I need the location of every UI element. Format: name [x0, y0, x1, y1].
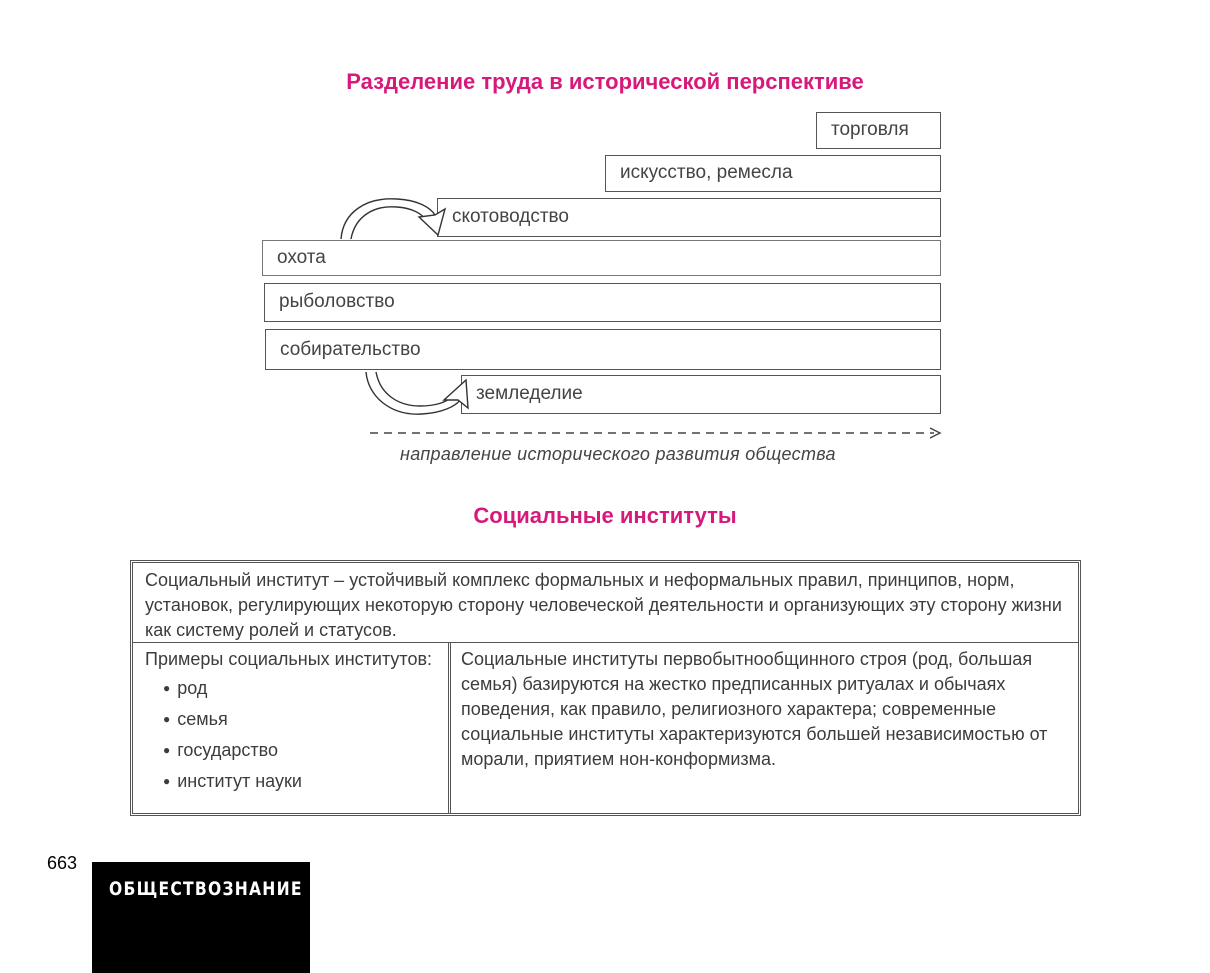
description-text: Социальные институты первобытнообщинного строя (род, большая семья) базируются на жестко предписанных ритуалах и обычаях поведения, как правило, религиозного характера; современные социальные институты характеризуются большей независимостью от морали, приятием нон-конформизма. — [461, 649, 1048, 769]
direction-arrow — [368, 426, 944, 440]
list-item: ● семья — [163, 705, 436, 736]
bar-crafts: искусство, ремесла — [605, 155, 941, 192]
bar-hunting: охота — [262, 240, 941, 276]
definition-text: Социальный институт – устойчивый комплекс формальных и неформальных правил, принципов, норм, установок, регулирующих некоторую сторону человеческой деятельности и организующих эту сторону жизни как систему ролей и статусов. — [145, 570, 1062, 640]
examples-heading: Примеры социальных институтов: — [145, 649, 433, 669]
institutes-table — [130, 560, 1081, 816]
subject-label: ОБЩЕСТВОЗНАНИЕ — [109, 878, 303, 900]
list-item: ● род — [163, 674, 436, 705]
list-item: ● государство — [163, 736, 436, 767]
page-number: 663 — [47, 853, 78, 873]
bar-gathering: собирательство — [265, 329, 941, 370]
subject-banner — [92, 862, 310, 973]
examples-list — [145, 674, 436, 798]
institutes-title: Социальные институты — [473, 503, 737, 528]
curved-arrow-icon — [360, 370, 475, 420]
curved-arrow-icon — [335, 195, 450, 243]
definition-cell — [133, 563, 1078, 643]
description-cell — [451, 643, 1078, 813]
bar-trade: торговля — [816, 112, 941, 149]
list-item: ● институт науки — [163, 767, 436, 798]
examples-cell — [133, 643, 451, 813]
bar-fishing: рыболовство — [264, 283, 941, 322]
direction-label: направление исторического развития общества — [400, 444, 836, 464]
bar-cattle: скотоводство — [437, 198, 941, 237]
diagram-title: Разделение труда в исторической перспективе — [346, 69, 864, 94]
bar-farming: земледелие — [461, 375, 941, 414]
